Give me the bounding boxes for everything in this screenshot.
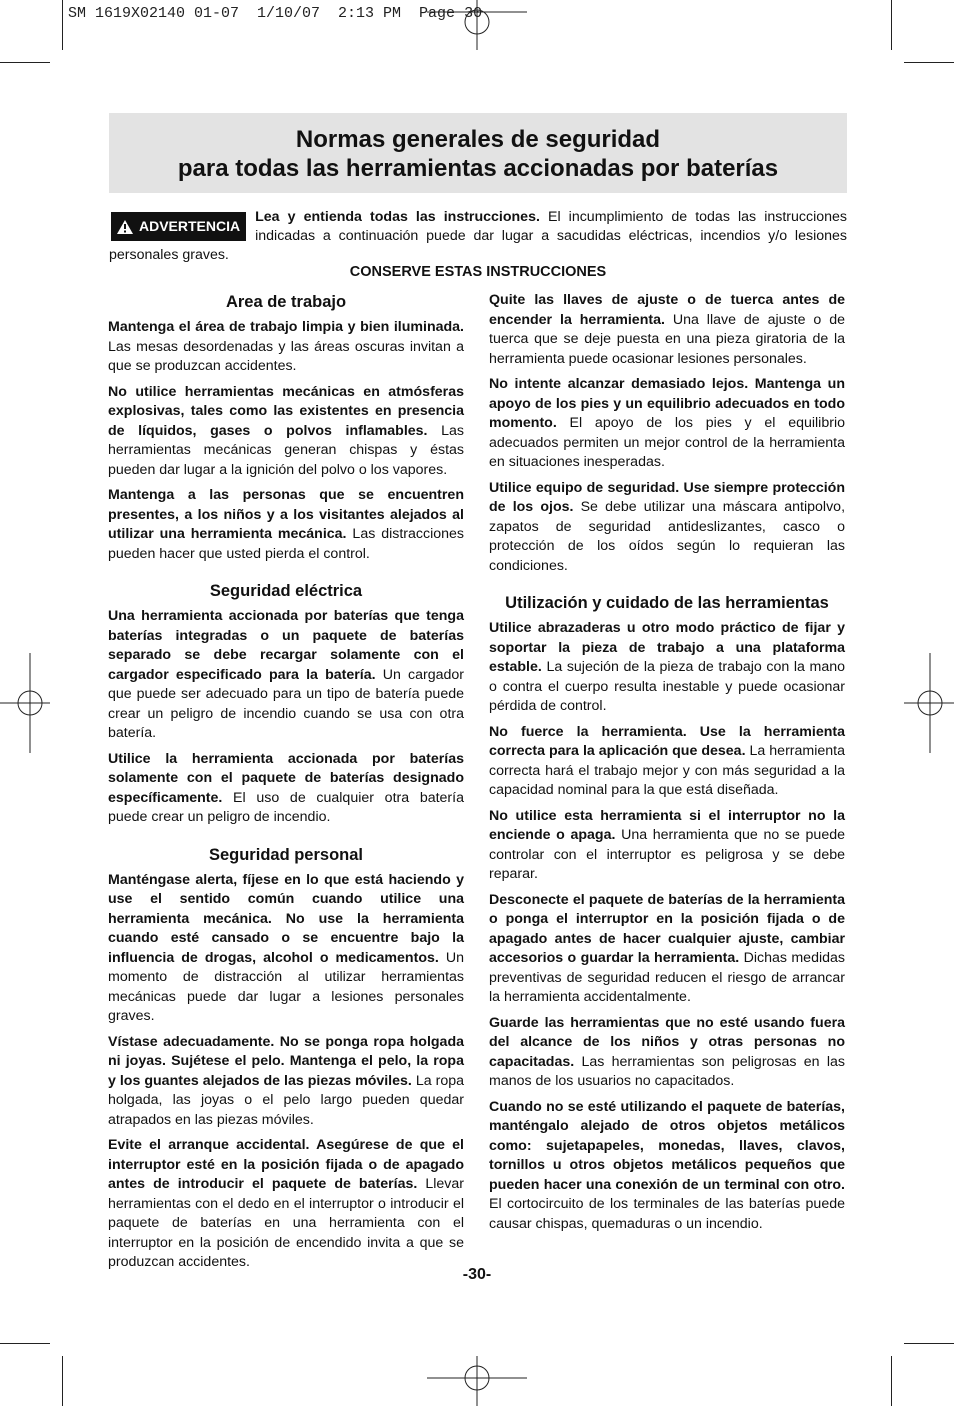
paragraph-text: Las mesas desordenadas y las áreas oscuras invitan a que se produzcan accidentes.: [108, 338, 464, 374]
crop-mark: [0, 62, 50, 63]
paragraph-bold: Guarde las herramientas que no esté usando fuera del alcance de los niños y otras personas no capacitadas.: [489, 1014, 845, 1070]
section-heading: Area de trabajo: [225, 293, 347, 311]
paragraph-text: Una herramienta que no se puede controlar con el interruptor es peligrosa y se debe reparar.: [489, 827, 845, 882]
paragraph: [108, 383, 464, 481]
paragraph-bold: No utilice herramientas mecánicas en atmósferas explosivas, tales como las existentes en presencia de líquidos, gases o polvos inflamables.: [108, 383, 464, 439]
conserve-heading: CONSERVE ESTAS INSTRUCCIONES: [349, 264, 607, 280]
section-heading: Seguridad eléctrica: [209, 582, 363, 600]
page-title: [109, 113, 847, 183]
paragraph: [489, 807, 845, 885]
paragraph: [108, 486, 464, 564]
paragraph: [489, 1014, 845, 1092]
paragraph: [489, 891, 845, 1008]
paragraph-text: Llevar herramientas con el dedo en el interruptor o introducir el paquete de baterías en una herramienta con el interruptor en la posición de encendido invita a que se produzcan accidentes.: [108, 1176, 464, 1270]
section-heading: Utilización y cuidado de las herramientas: [505, 594, 829, 612]
paragraph-text: El cortocircuito de los terminales de las baterías puede causar chispas, quemaduras o un incendio.: [489, 1196, 845, 1232]
crop-mark: [904, 1343, 954, 1344]
paragraph-bold: Quite las llaves de ajuste o de tuerca antes de encender la herramienta.: [489, 292, 845, 328]
warning-paragraph: [109, 208, 847, 265]
paragraph-text: Las herramientas mecánicas generan chispas y éstas pueden dar lugar a la ignición del polvo o los vapores.: [108, 422, 464, 478]
crop-mark: [904, 62, 954, 63]
paragraph-bold: Mantenga el área de trabajo limpia y bien iluminada.: [108, 319, 464, 335]
paragraph-text: Dichas medidas preventivas de seguridad reducen el riesgo de arrancar la herramienta accidentalmente.: [489, 950, 845, 1005]
paragraph-text: La ropa holgada, las joyas o el pelo largo pueden quedar atrapados en las piezas móviles.: [108, 1072, 464, 1128]
paragraph-text: La herramienta correcta hará el trabajo mejor y con más seguridad a la capacidad nominal para la que está diseñada.: [489, 743, 845, 798]
paragraph: [489, 375, 845, 473]
paragraph-bold: Una herramienta accionada por baterías que tenga baterías integradas o un paquete de baterías separado se debe recargar solamente con el cargador especificado para la batería.: [108, 608, 464, 683]
paragraph-bold: Utilice la herramienta accionada por baterías solamente con el paquete de baterías designado específicamente.: [108, 750, 464, 806]
warning-badge-label: ADVERTENCIA: [139, 218, 241, 234]
registration-mark-icon: [427, 1356, 527, 1406]
paragraph-text: Se debe utilizar una máscara antipolvo, zapatos de seguridad antideslizantes, casco o protección de los oídos según lo requieran las condiciones.: [489, 499, 846, 574]
paragraph: [489, 291, 845, 369]
crop-mark: [891, 1356, 892, 1406]
paragraph-text: Las distracciones pueden hacer que usted pierda el control.: [108, 526, 465, 562]
paragraph-bold: Utilice equipo de seguridad. Use siempre protección de los ojos.: [489, 479, 845, 515]
left-column: [108, 291, 464, 1279]
crop-mark: [0, 1343, 50, 1344]
paragraph: [108, 318, 464, 377]
paragraph: [108, 750, 464, 828]
paragraph-text: La sujeción de la pieza de trabajo con la mano o contra el cuerpo resulta inestable y puede ocasionar pérdida de control.: [489, 659, 845, 714]
paragraph-bold: Mantenga a las personas que se encuentren presentes, a los niños y a los visitantes alejados al utilizar una herramienta mecánica.: [108, 487, 464, 542]
title-line-1: Normas generales de seguridad: [295, 126, 661, 153]
warning-triangle-icon: [117, 220, 133, 234]
print-slug: SM 1619X02140 01-07 1/10/07 2:13 PM Page 30: [68, 5, 483, 22]
crop-mark: [62, 1356, 63, 1406]
paragraph-bold: Cuando no se esté utilizando el paquete de baterías, manténgalo alejado de otros objetos metálicos como: sujetapapeles, monedas, llaves, clavos, tornillos u otros objetos metálicos pequeños que pueden hacer una conexión de un terminal con otro.: [489, 1098, 845, 1193]
paragraph-bold: No intente alcanzar demasiado lejos. Mantenga un apoyo de los pies y un equilibrio adecuados en todo momento.: [489, 376, 845, 431]
paragraph-bold: Manténgase alerta, fíjese en lo que está haciendo y use el sentido común cuando utilice una herramienta mecánica. No use la herramienta cuando esté cansado o se encuentre bajo la influencia de drogas, alcohol o medicamentos.: [108, 871, 464, 966]
registration-mark-icon: [427, 0, 527, 50]
paragraph-text: Una llave de ajuste o de tuerca que se deje puesta en una pieza giratoria de la herramienta puede ocasionar lesiones personales.: [489, 311, 845, 367]
paragraph-text: El uso de cualquier otra batería puede crear un peligro de incendio.: [108, 789, 464, 825]
paragraph: [108, 1033, 464, 1131]
paragraph-text: Un cargador que puede ser adecuado para un tipo de batería puede crear un peligro de incendio cuando se usa con otra batería.: [108, 666, 465, 741]
paragraph-bold: Vístase adecuadamente. No se ponga ropa holgada ni joyas. Sujétese el pelo. Mantenga el pelo, la ropa y los guantes alejados de las piezas móviles.: [108, 1033, 464, 1089]
paragraph-bold: No utilice esta herramienta si el interruptor no la enciende o apaga.: [489, 807, 845, 843]
section-heading: Seguridad personal: [208, 845, 364, 864]
paragraph-bold: Utilice abrazaderas u otro modo práctico de fijar y soportar la pieza de trabajo a una plataforma estable.: [489, 620, 845, 675]
paragraph: [108, 871, 464, 1027]
crop-mark: [62, 0, 63, 50]
warning-bold: Lea y entienda todas las instrucciones.: [255, 209, 540, 225]
paragraph: [108, 1136, 464, 1273]
paragraph-text: El apoyo de los pies y el equilibrio adecuados permiten un mejor control de la herramienta en situaciones inesperadas.: [489, 415, 845, 470]
paragraph-text: Las herramientas son peligrosas en las manos de los usuarios no capacitados.: [489, 1053, 845, 1089]
paragraph: [489, 619, 845, 717]
title-banner: [109, 113, 847, 193]
paragraph-bold: Evite el arranque accidental. Asegúrese de que el interruptor esté en la posición fijada o de apagado antes de introducir el paquete de baterías.: [108, 1137, 464, 1192]
paragraph-bold: Desconecte el paquete de baterías de la herramienta o ponga el interruptor en la posición fijada o de apagado antes de hacer cualquier ajuste, cambiar accesorios o guardar la herramienta.: [489, 891, 845, 966]
paragraph: [108, 607, 464, 744]
paragraph: [489, 723, 845, 801]
crop-mark: [891, 0, 892, 50]
right-column: [489, 291, 845, 1240]
registration-mark-icon: [0, 653, 50, 753]
paragraph-text: Un momento de distracción al utilizar herramientas mecánicas puede dar lugar a lesiones personales graves.: [108, 949, 464, 1024]
registration-mark-icon: [904, 653, 954, 753]
paragraph: [489, 1098, 845, 1235]
title-line-2: para todas las herramientas accionadas por baterías: [177, 155, 779, 182]
warning-badge: [111, 212, 246, 241]
warning-text: El incumplimiento de todas las instrucciones indicadas a continuación puede dar lugar a sacudidas eléctricas, incendios y/o lesiones personales graves.: [109, 209, 847, 263]
page-number: -30-: [462, 1266, 492, 1283]
paragraph-bold: No fuerce la herramienta. Use la herramienta correcta para la aplicación que desea.: [489, 723, 845, 759]
paragraph: [489, 479, 845, 577]
